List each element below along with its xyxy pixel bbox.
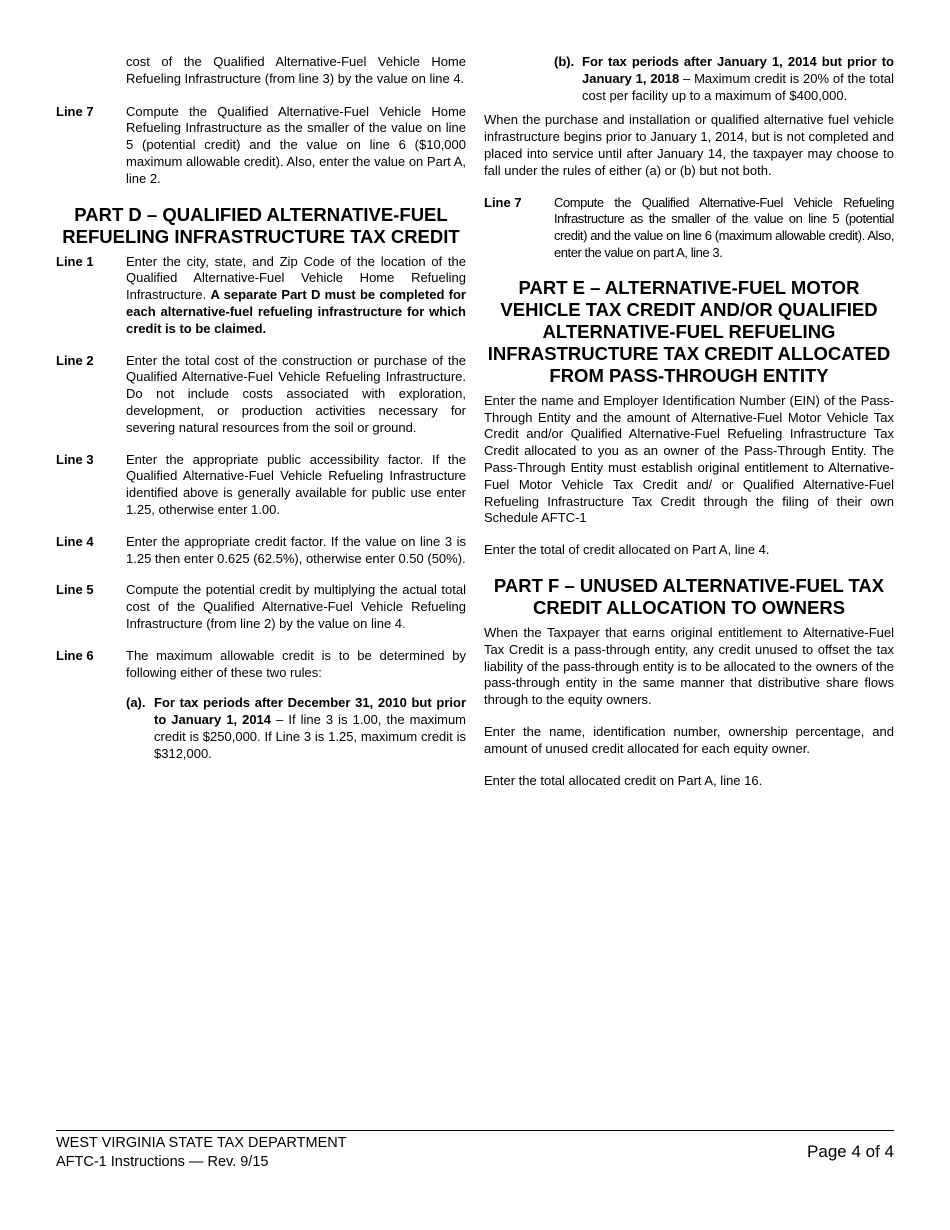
rule-bold-text: For tax periods after December 31, 2010 but prior to January 1, 2014 bbox=[154, 695, 466, 728]
line-label: Line 6 bbox=[56, 647, 94, 663]
rule-a bbox=[126, 695, 466, 762]
transition-rule-paragraph: When the purchase and installation or qualified alternative fuel vehicle infrastructure begins prior to January 1, 2014, but is not completed and placed into service until after January 14, the taxpayer may choose to fall under the rules of either (a) or (b) but not both. bbox=[484, 112, 894, 178]
footer-divider bbox=[56, 1130, 894, 1131]
heading-line: FROM PASS-THROUGH ENTITY bbox=[549, 364, 829, 386]
rule-text bbox=[154, 695, 466, 762]
line-label: Line 4 bbox=[56, 533, 94, 549]
rule-bold-text: For tax periods after January 1, 2014 but prior to January 1, 2018 bbox=[582, 54, 894, 86]
heading-line: ALTERNATIVE-FUEL REFUELING bbox=[542, 320, 836, 342]
part-e-paragraph: Enter the total of credit allocated on Part A, line 4. bbox=[484, 542, 770, 558]
rule-label: (a). bbox=[126, 695, 146, 711]
heading-line: CREDIT ALLOCATION TO OWNERS bbox=[532, 596, 846, 618]
page-number: Page 4 of 4 bbox=[807, 1142, 894, 1161]
heading-line: PART E – ALTERNATIVE-FUEL MOTOR bbox=[518, 276, 860, 298]
part-d-heading bbox=[56, 204, 466, 248]
line-text: Enter the appropriate public accessibility factor. If the Qualified Alternative-Fuel Vehicle Refueling Infrastructure identified above is generally available for public use enter 1.25, otherwise enter 1.00. bbox=[126, 451, 466, 517]
rule-label: (b). bbox=[554, 54, 575, 69]
line-bold-text: A separate Part D must be completed for each alternative-fuel refueling infrastructure for which credit is to be claimed. bbox=[126, 287, 466, 336]
part-d-line1 bbox=[56, 254, 466, 338]
rule-plain-text: – Maximum credit is 20% of the total cost per facility up to a maximum of $400,000. bbox=[582, 70, 894, 103]
part-d-line7 bbox=[484, 195, 894, 262]
rule-b bbox=[554, 54, 894, 104]
part-d-line6 bbox=[56, 648, 466, 763]
rule-plain-text: – If line 3 is 1.00, the maximum credit is $250,000. If Line 3 is 1.25, maximum credit is $312,000. bbox=[154, 712, 466, 761]
part-f-paragraph: Enter the total allocated credit on Part A, line 16. bbox=[484, 772, 763, 788]
heading-line: REFUELING INFRASTRUCTURE TAX CREDIT bbox=[62, 225, 460, 247]
line-label: Line 7 bbox=[56, 103, 94, 119]
heading-line: VEHICLE TAX CREDIT AND/OR QUALIFIED bbox=[500, 298, 878, 320]
line-text: Enter the total cost of the construction or purchase of the Qualified Alternative-Fuel Vehicle Refueling Infrastructure. Do not include costs associated with exploration, development, or production activities necessary for severing natural resources from the soil or ground. bbox=[126, 352, 466, 435]
heading-line: PART F – UNUSED ALTERNATIVE-FUEL TAX bbox=[493, 574, 885, 596]
line-text: Enter the appropriate credit factor. If the value on line 3 is 1.25 then enter 0.625 (62.5%), otherwise enter 0.50 (50%). bbox=[126, 533, 466, 566]
part-c-line6-continuation: cost of the Qualified Alternative-Fuel Vehicle Home Refueling Infrastructure (from line 3) by the value on line 4. bbox=[126, 54, 466, 86]
line-text: Compute the Qualified Alternative-Fuel Vehicle Home Refueling Infrastructure as the smaller of the value on line 5 (potential credit) and the value on line 6 ($10,000 maximum allowable credit). Also, enter the value on Part A, line 2. bbox=[126, 103, 466, 186]
left-column bbox=[56, 54, 466, 763]
part-e-heading bbox=[484, 277, 894, 387]
part-f-heading bbox=[484, 575, 894, 619]
right-column bbox=[484, 54, 894, 789]
part-f-paragraph: When the Taxpayer that earns original entitlement to Alternative-Fuel Tax Credit is a pass-through entity, any credit unused to offset the tax liability of the pass-through entity is to be allocated to the owners of the pass-through entity in the same manner that distributive share flows through to the equity owners. bbox=[484, 624, 894, 708]
rule-text bbox=[582, 54, 894, 104]
footer-department: WEST VIRGINIA STATE TAX DEPARTMENT bbox=[56, 1135, 347, 1151]
line-label: Line 2 bbox=[56, 352, 94, 368]
footer-left bbox=[56, 1134, 347, 1172]
part-f-paragraph: Enter the name, identification number, ownership percentage, and amount of unused credit allocated for each equity owner. bbox=[484, 723, 894, 756]
line-plain-text: Enter the city, state, and Zip Code of the location of the Qualified Alternative-Fuel Vehicle Home Refueling Infrastructure. bbox=[126, 253, 466, 303]
part-e-paragraph: Enter the name and Employer Identification Number (EIN) of the Pass-Through Entity and the amount of Alternative-Fuel Motor Vehicle Tax Credit and/or Qualified Alternative-Fuel Refueling Infrastructure Tax Credit allocated to you as an owner of the Pass-Through Entity. The Pass-Through Entity must establish original entitlement to Alternative-Fuel Motor Vehicle Tax Credit and/ or Qualified Alternative-Fuel Refueling Infrastructure Tax Credit through the filing of their own Schedule AFTC-1 bbox=[484, 392, 894, 526]
footer-form-revision: AFTC-1 Instructions — Rev. 9/15 bbox=[56, 1154, 269, 1170]
line-label: Line 7 bbox=[484, 194, 522, 210]
part-d-line4 bbox=[56, 534, 466, 568]
part-d-line2 bbox=[56, 353, 466, 437]
part-c-line7 bbox=[56, 104, 466, 188]
line-label: Line 3 bbox=[56, 451, 94, 467]
heading-line: INFRASTRUCTURE TAX CREDIT ALLOCATED bbox=[487, 342, 891, 364]
heading-line: PART D – QUALIFIED ALTERNATIVE-FUEL bbox=[74, 203, 448, 225]
line-label: Line 1 bbox=[56, 253, 94, 269]
line-label: Line 5 bbox=[56, 582, 94, 598]
line-text bbox=[126, 254, 466, 338]
line-text: The maximum allowable credit is to be determined by following either of these two rules: bbox=[126, 647, 466, 680]
line-text: Compute the potential credit by multiplying the actual total cost of the Qualified Alternative-Fuel Vehicle Refueling Infrastructure (from line 2) by the value on line 4. bbox=[126, 582, 466, 631]
part-d-line3 bbox=[56, 452, 466, 519]
part-d-line5 bbox=[56, 582, 466, 632]
line-text: Compute the Qualified Alternative-Fuel Vehicle Refueling Infrastructure as the smaller of the value on line 5 (potential credit) and the value on line 6 (maximum allowable credit). Also, enter the value on part A, line 3. bbox=[554, 194, 894, 260]
